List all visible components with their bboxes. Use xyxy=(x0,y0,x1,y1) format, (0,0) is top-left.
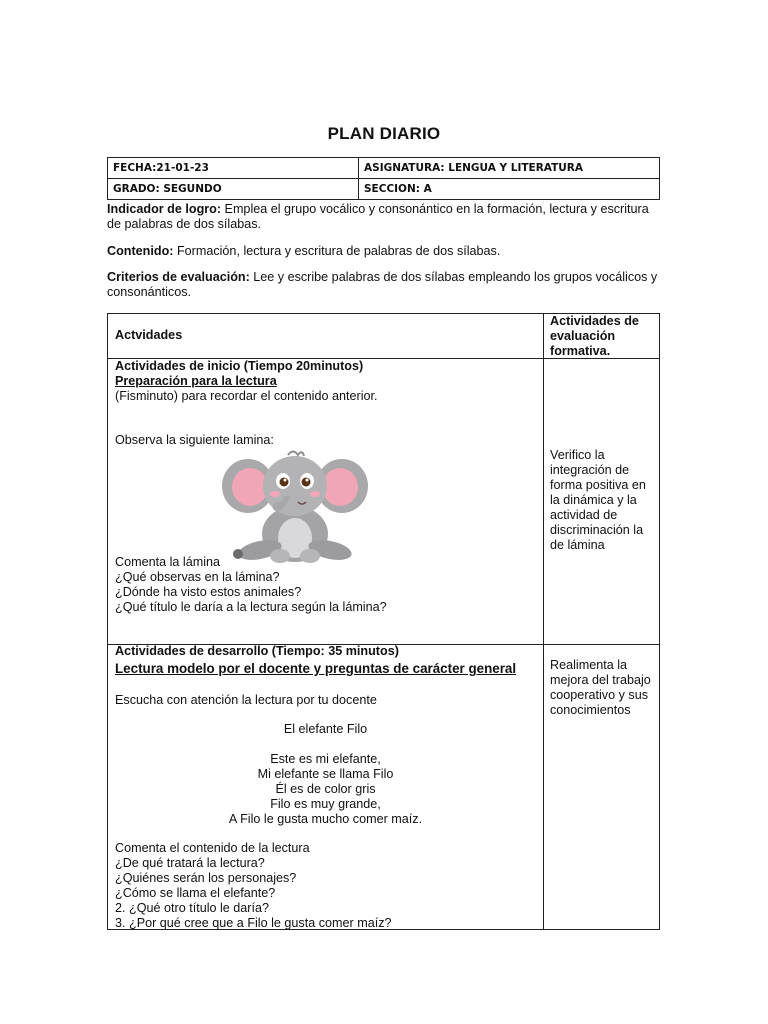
asignatura-cell: ASIGNATURA: LENGUA Y LITERATURA xyxy=(359,158,660,179)
story-title: El elefante Filo xyxy=(283,722,368,736)
grado-cell: GRADO: SEGUNDO xyxy=(108,179,359,200)
page-title: PLAN DIARIO xyxy=(327,124,441,143)
col-header-actividades: Actvidades xyxy=(115,328,183,342)
inicio-q1: Comenta la lámina xyxy=(115,555,220,569)
inicio-line2: Observa la siguiente lamina: xyxy=(115,433,274,447)
column-divider xyxy=(543,314,544,929)
contenido-text: Formación, lectura y escritura de palabras de dos sílabas. xyxy=(173,244,501,258)
inicio-q2: ¿Qué observas en la lámina? xyxy=(115,570,280,584)
question-line: ¿De qué tratará la lectura? xyxy=(115,856,265,870)
contenido-paragraph xyxy=(107,244,663,259)
indicador-label: Indicador de logro: xyxy=(107,202,222,216)
indicador-paragraph xyxy=(107,202,663,232)
inicio-subheading: Preparación para la lectura xyxy=(115,374,277,388)
question-line: 2. ¿Qué otro título le daría? xyxy=(115,901,270,915)
inicio-evaluacion: Verifico la integración de forma positiva en la dinámica y la actividad de discriminación la de lámina xyxy=(550,448,646,552)
inicio-line1: (Fisminuto) para recordar el contenido anterior. xyxy=(115,389,378,403)
story-line: A Filo le gusta mucho comer maíz. xyxy=(228,812,423,826)
indicador-text: Emplea el grupo vocálico y consonántico en la formación, lectura y escritura de palabras de dos sílabas. xyxy=(107,202,649,231)
desarrollo-line1: Escucha con atención la lectura por tu docente xyxy=(115,693,377,707)
header-table xyxy=(107,157,660,200)
desarrollo-subheading: Lectura modelo por el docente y preguntas de carácter general xyxy=(115,661,517,676)
criterios-label: Criterios de evaluación: xyxy=(107,270,250,284)
question-line: ¿Cómo se llama el elefante? xyxy=(115,886,276,900)
desarrollo-heading: Actividades de desarrollo (Tiempo: 35 minutos) xyxy=(115,644,399,658)
story-line: Él es de color gris xyxy=(275,782,376,796)
inicio-q3: ¿Dónde ha visto estos animales? xyxy=(115,585,302,599)
fecha-cell: FECHA:21-01-23 xyxy=(108,158,359,179)
activities-table xyxy=(107,313,660,930)
story-line: Este es mi elefante, xyxy=(270,752,381,766)
desarrollo-evaluacion: Realimenta la mejora del trabajo cooperativo y sus conocimientos xyxy=(550,658,651,717)
story-line: Mi elefante se llama Filo xyxy=(257,767,394,781)
seccion-cell: SECCION: A xyxy=(359,179,660,200)
criterios-text: Lee y escribe palabras de dos sílabas empleando los grupos vocálicos y consonánticos. xyxy=(107,270,658,299)
question-line: Comenta el contenido de la lectura xyxy=(115,841,310,855)
elephant-illustration xyxy=(220,446,370,566)
inicio-q4: ¿Qué título le daría a la lectura según la lámina? xyxy=(115,600,387,614)
story-line: Filo es muy grande, xyxy=(270,797,381,811)
question-line: ¿Quiénes serán los personajes? xyxy=(115,871,297,885)
contenido-label: Contenido: xyxy=(107,244,174,258)
criterios-paragraph xyxy=(107,270,663,300)
col-header-evaluacion: Actividades de evaluación formativa. xyxy=(550,314,639,358)
inicio-heading: Actividades de inicio (Tiempo 20minutos) xyxy=(115,359,364,373)
question-line: 3. ¿Por qué cree que a Filo le gusta comer maíz? xyxy=(115,916,392,930)
